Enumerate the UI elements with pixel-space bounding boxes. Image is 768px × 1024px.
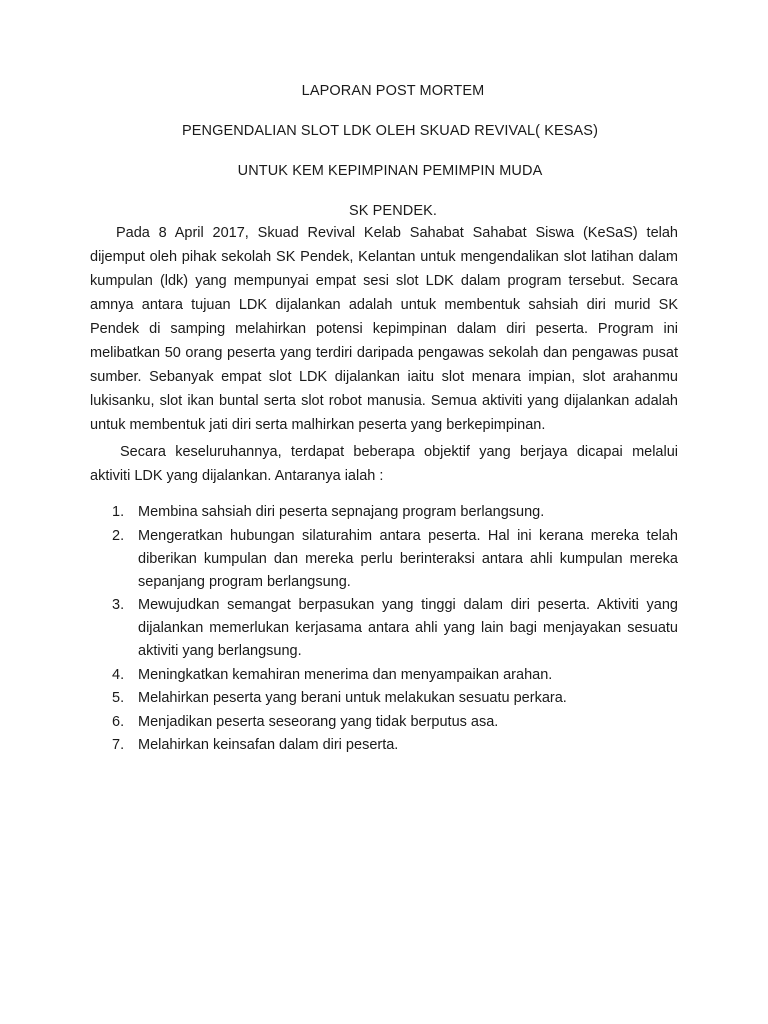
document-headings bbox=[0, 82, 768, 242]
list-item bbox=[90, 501, 678, 524]
list-item-text: Membina sahsiah diri peserta sepnajang program berlangsung. bbox=[138, 504, 545, 520]
list-item bbox=[90, 594, 678, 663]
list-item-text: Meningkatkan kemahiran menerima dan menyampaikan arahan. bbox=[138, 666, 553, 683]
list-item bbox=[90, 525, 678, 594]
list-item-text: Melahirkan peserta yang berani untuk melakukan sesuatu perkara. bbox=[138, 690, 567, 706]
list-item bbox=[90, 687, 678, 710]
list-item-number: 4. bbox=[112, 666, 125, 683]
report-title: LAPORAN POST MORTEM bbox=[301, 83, 485, 99]
list-item bbox=[90, 711, 678, 734]
list-item bbox=[90, 664, 678, 687]
list-item-text: Mewujudkan semangat berpasukan yang tinggi dalam diri peserta. Aktiviti yang dijalankan memerlukan kerjasama antara ahli yang lain bagi menjayakan sesuatu aktiviti yang berlangsung. bbox=[138, 597, 678, 659]
objectives-list bbox=[90, 501, 678, 758]
list-item-number: 1. bbox=[112, 504, 125, 520]
list-item-number: 3. bbox=[112, 597, 125, 613]
report-subtitle: PENGENDALIAN SLOT LDK OLEH SKUAD REVIVAL( KESAS) bbox=[181, 123, 599, 139]
list-item-text: Menjadikan peserta seseorang yang tidak berputus asa. bbox=[138, 713, 499, 730]
list-item-text: Melahirkan keinsafan dalam diri peserta. bbox=[138, 737, 399, 753]
program-title: UNTUK KEM KEPIMPINAN PEMIMPIN MUDA bbox=[237, 163, 543, 179]
summary-paragraph: Secara keseluruhannya, terdapat beberapa objektif yang berjaya dicapai melalui aktiviti LDK yang dijalankan. Antaranya ialah : bbox=[90, 444, 678, 484]
list-item bbox=[90, 734, 678, 757]
intro-paragraph: Pada 8 April 2017, Skuad Revival Kelab Sahabat Sahabat Siswa (KeSaS) telah dijemput oleh pihak sekolah SK Pendek, Kelantan untuk mengendalikan slot latihan dalam kumpulan (ldk) yang mempunyai empat sesi slot LDK dalam program tersebut. Secara amnya antara tujuan LDK dijalankan adalah untuk membentuk sahsiah diri murid SK Pendek di samping melahirkan potensi kepimpinan dalam diri peserta. Program ini melibatkan 50 orang peserta yang terdiri daripada pengawas sekolah dan pengawas pusat sumber. Sebanyak empat slot LDK dijalankan iaitu slot menara impian, slot arahanmu lukisanku, slot ikan buntal serta slot robot manusia. Semua aktiviti yang dijalankan adalah untuk membentuk jati diri serta malhirkan peserta yang berkepimpinan. bbox=[90, 225, 678, 433]
list-item-number: 6. bbox=[112, 713, 125, 730]
school-name: SK PENDEK. bbox=[348, 203, 438, 219]
list-item-number: 7. bbox=[112, 737, 125, 753]
list-item-text: Mengeratkan hubungan silaturahim antara peserta. Hal ini kerana mereka telah diberikan kumpulan dan mereka perlu berinteraksi antara ahli kumpulan mereka sepanjang program berlangsung. bbox=[138, 527, 678, 590]
list-item-number: 5. bbox=[112, 690, 125, 706]
list-item-number: 2. bbox=[112, 527, 125, 544]
